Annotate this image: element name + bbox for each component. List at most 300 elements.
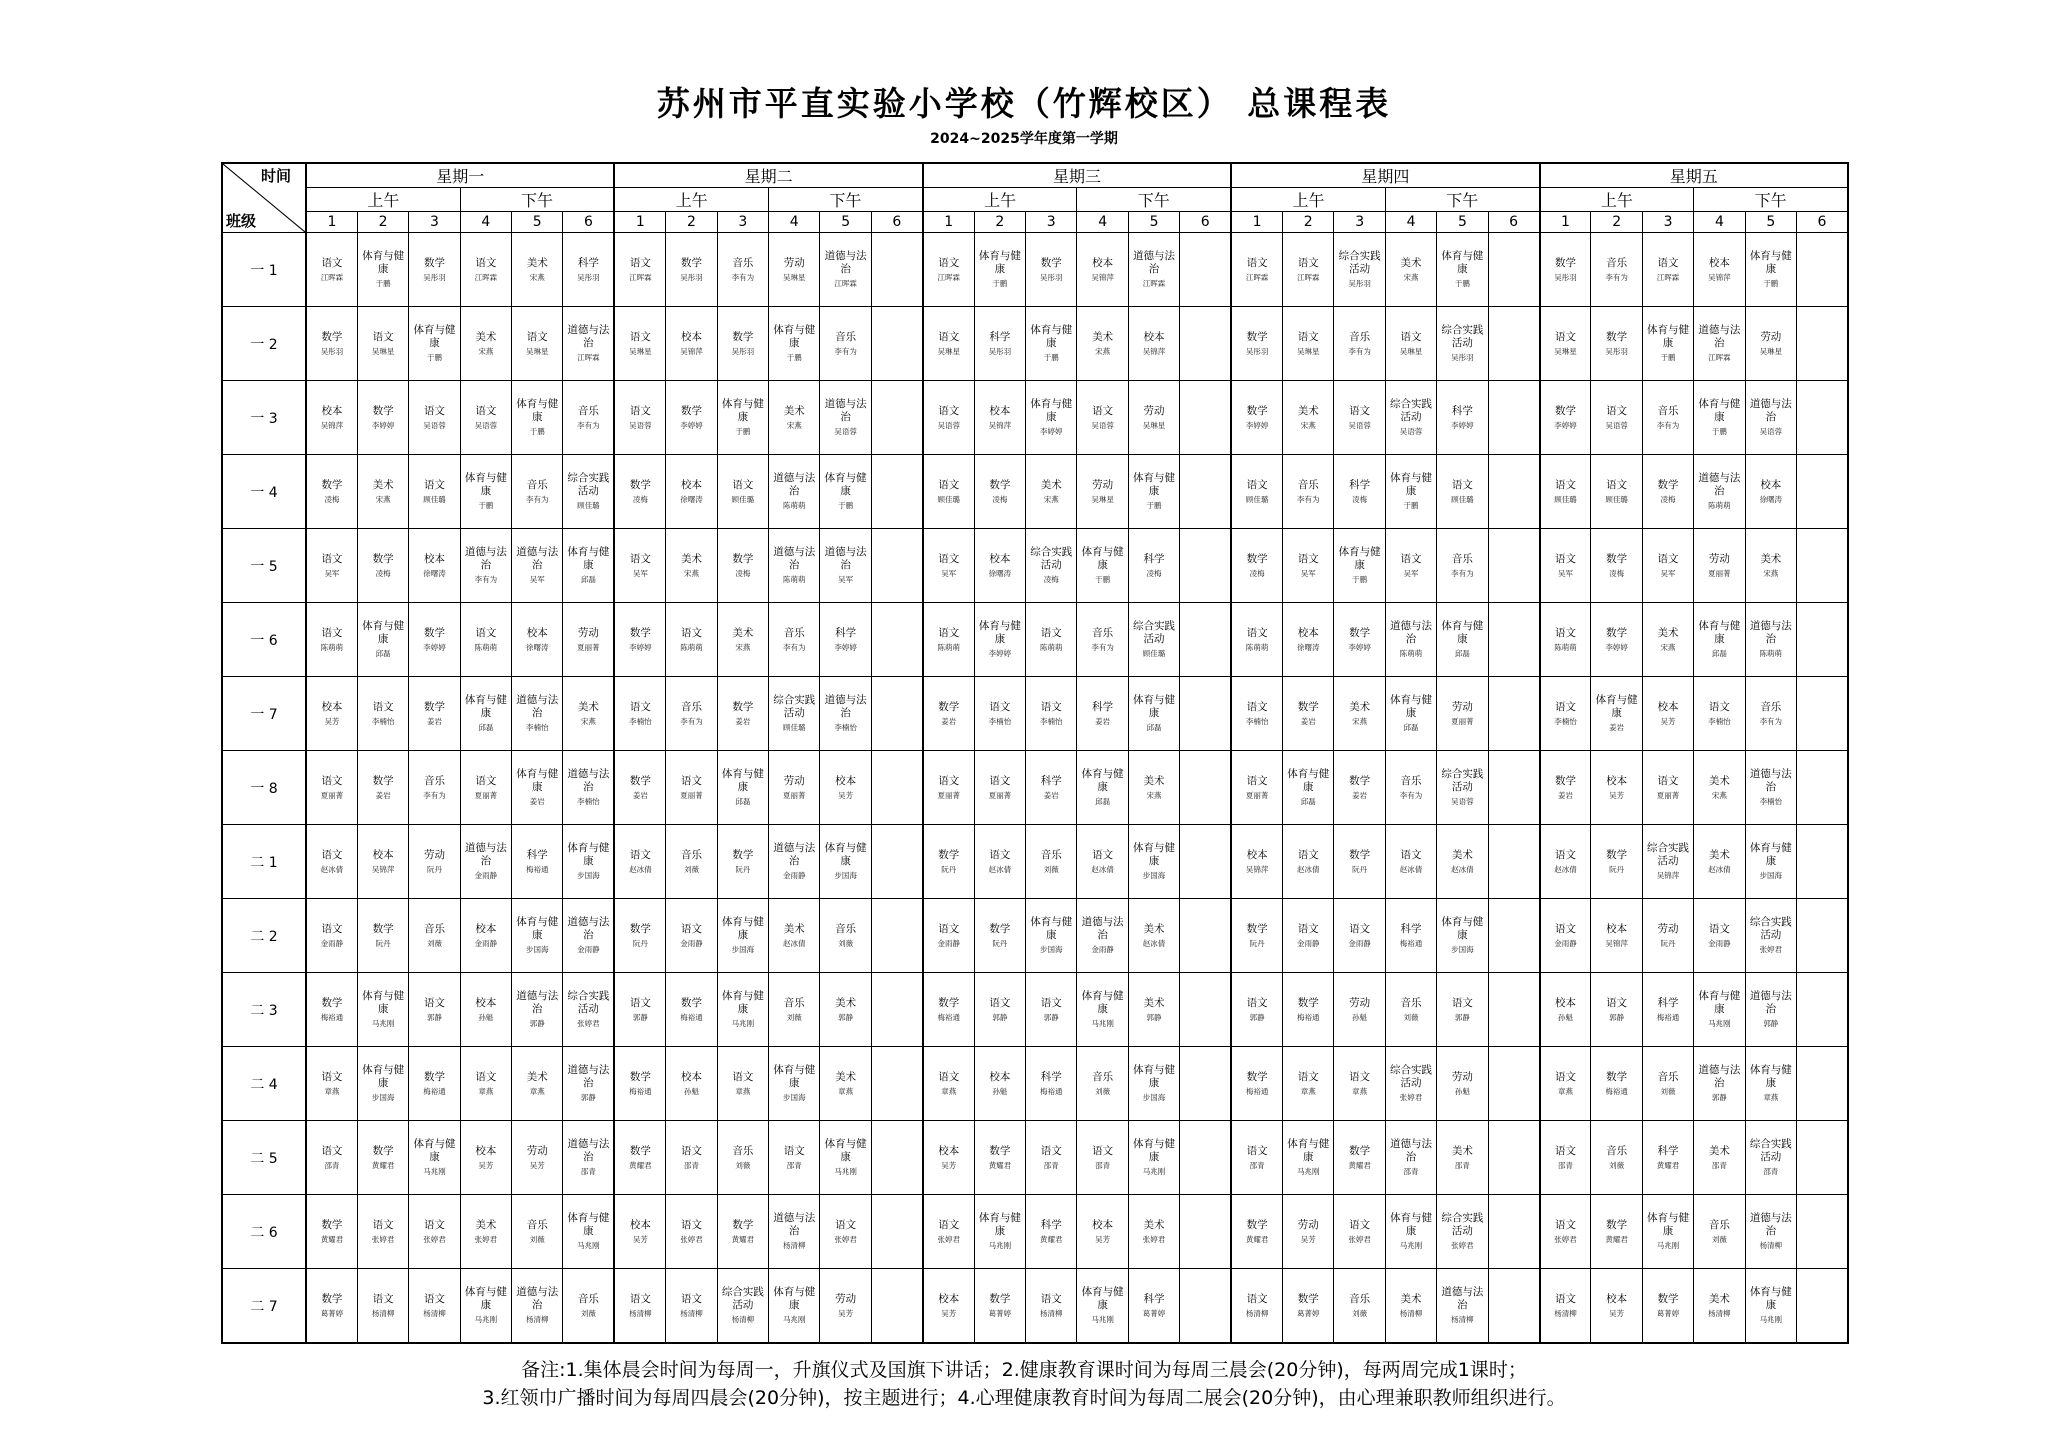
teacher-name: 李楠怡 [1708, 716, 1731, 726]
schedule-cell [1488, 233, 1539, 307]
subject-name: 数学 [732, 1218, 754, 1231]
schedule-cell [1591, 603, 1642, 677]
teacher-name: 黄耀君 [371, 1160, 395, 1170]
subject-name: 语文 [1246, 700, 1268, 713]
class-label: 一 7 [222, 677, 306, 751]
subject-name: 数学 [1657, 1292, 1679, 1305]
schedule-cell [1540, 677, 1591, 751]
teacher-name: 李楠怡 [1040, 716, 1063, 726]
schedule-cell [871, 1047, 922, 1121]
teacher-name: 梅裕通 [1040, 1086, 1063, 1096]
subject-name: 数学 [321, 478, 343, 491]
schedule-cell [563, 307, 614, 381]
schedule-cell [409, 677, 460, 751]
schedule-cell [1385, 529, 1436, 603]
subject-name: 科学 [1040, 1070, 1062, 1083]
teacher-name: 吴芳 [324, 716, 340, 726]
schedule-cell [666, 233, 717, 307]
teacher-name: 赵冰倩 [1297, 864, 1320, 874]
teacher-name: 黄耀君 [629, 1160, 652, 1170]
teacher-name: 阮丹 [426, 864, 442, 874]
teacher-name: 李婷婷 [423, 642, 446, 652]
teacher-name: 张婷君 [577, 1019, 600, 1028]
subject-name: 体育与健康 [1390, 472, 1433, 497]
subject-name: 道德与法治 [1749, 620, 1792, 645]
subject-name: 音乐 [835, 922, 857, 935]
teacher-name: 江晖霖 [474, 272, 498, 282]
schedule-cell [563, 899, 614, 973]
subject-name: 语文 [1246, 996, 1268, 1009]
schedule-cell [357, 529, 408, 603]
schedule-cell [1591, 1195, 1642, 1269]
teacher-name: 吴芳 [941, 1308, 957, 1318]
schedule-cell [1797, 233, 1848, 307]
teacher-name: 张婷君 [371, 1234, 395, 1244]
teacher-name: 陈萌萌 [680, 642, 703, 652]
schedule-cell [1642, 307, 1693, 381]
subject-name: 语文 [1555, 922, 1576, 935]
teacher-name: 李有为 [577, 420, 600, 430]
subject-name: 语文 [938, 404, 960, 417]
schedule-cell [769, 381, 820, 455]
schedule-cell [409, 455, 460, 529]
schedule-cell [1231, 455, 1282, 529]
teacher-name: 吴语蓉 [1348, 420, 1371, 430]
teacher-name: 江晖霖 [629, 272, 652, 282]
teacher-name: 吴军 [1300, 568, 1316, 578]
schedule-cell [1797, 1047, 1848, 1121]
subject-name: 科学 [1143, 1292, 1165, 1305]
teacher-name: 赵冰倩 [1554, 864, 1577, 874]
schedule-cell [1026, 603, 1077, 677]
teacher-name: 孙魁 [1352, 1012, 1368, 1022]
subject-name: 体育与健康 [1698, 990, 1741, 1015]
schedule-cell [1128, 307, 1179, 381]
subject-name: 语文 [1657, 256, 1679, 269]
subject-name: 语文 [321, 922, 343, 935]
teacher-name: 徐曙涛 [1759, 494, 1783, 504]
class-label: 一 1 [222, 233, 306, 307]
teacher-name: 李婷婷 [1040, 427, 1063, 436]
schedule-cell [923, 1269, 974, 1344]
teacher-name: 邵青 [1403, 1167, 1419, 1176]
schedule-cell [1283, 1269, 1334, 1344]
schedule-cell [409, 1269, 460, 1344]
subject-name: 语文 [1092, 404, 1114, 417]
teacher-name: 凌梅 [375, 568, 391, 578]
subject-name: 数学 [372, 774, 394, 787]
subject-name: 语文 [680, 922, 702, 935]
teacher-name: 步国海 [1040, 945, 1063, 954]
schedule-cell [923, 973, 974, 1047]
teacher-name: 孙魁 [1558, 1012, 1573, 1022]
subject-name: 体育与健康 [978, 1212, 1021, 1237]
schedule-cell [1745, 381, 1796, 455]
corner-header [222, 163, 306, 233]
subject-name: 数学 [423, 1070, 445, 1083]
header-halfday-row [222, 188, 1848, 212]
teacher-name: 步国海 [834, 871, 857, 880]
subject-name: 语文 [1246, 478, 1268, 491]
subject-name: 体育与健康 [1749, 1286, 1792, 1311]
teacher-name: 赵冰倩 [1708, 864, 1731, 874]
schedule-cell [614, 1121, 665, 1195]
subject-name: 美术 [1349, 700, 1371, 713]
teacher-name: 葛菁婷 [320, 1308, 344, 1318]
teacher-name: 江晖霖 [1708, 353, 1731, 362]
period-number: 2 [1591, 212, 1642, 233]
teacher-name: 吴琳星 [1297, 346, 1320, 356]
schedule-cell [563, 381, 614, 455]
schedule-cell [1540, 973, 1591, 1047]
subject-name: 道德与法治 [773, 472, 816, 497]
subject-name: 数学 [372, 1144, 394, 1157]
subject-name: 体育与健康 [978, 620, 1021, 645]
schedule-cell [1180, 455, 1231, 529]
teacher-name: 邵青 [1043, 1160, 1059, 1170]
period-number: 4 [1077, 212, 1128, 233]
subject-name: 音乐 [1606, 256, 1628, 269]
teacher-name: 梅裕通 [1245, 1086, 1269, 1096]
schedule-cell [1026, 307, 1077, 381]
class-label: 二 3 [222, 973, 306, 1047]
schedule-cell [1797, 677, 1848, 751]
subject-name: 数学 [1555, 256, 1576, 269]
teacher-name: 黄耀君 [1605, 1234, 1628, 1244]
subject-name: 语文 [1092, 848, 1114, 861]
schedule-cell [974, 1121, 1025, 1195]
schedule-cell [409, 381, 460, 455]
schedule-cell [306, 455, 357, 529]
schedule-cell [1694, 1195, 1745, 1269]
subject-name: 语文 [1246, 626, 1268, 639]
subject-name: 体育与健康 [773, 1064, 816, 1089]
teacher-name: 李楠怡 [371, 716, 395, 726]
subject-name: 美术 [1708, 848, 1730, 861]
subject-name: 语文 [629, 848, 651, 861]
subject-name: 道德与法治 [567, 768, 610, 793]
schedule-cell [871, 381, 922, 455]
subject-name: 数学 [321, 1292, 343, 1305]
schedule-cell [1077, 677, 1128, 751]
teacher-name: 于鹏 [1043, 353, 1059, 362]
period-number: 5 [1437, 212, 1488, 233]
schedule-cell [1128, 751, 1179, 825]
subject-name: 科学 [989, 330, 1011, 343]
subject-name: 语文 [680, 1218, 702, 1231]
schedule-cell [563, 1121, 614, 1195]
schedule-cell [1334, 899, 1385, 973]
schedule-cell [1642, 677, 1693, 751]
subject-name: 音乐 [732, 256, 754, 269]
period-number: 1 [923, 212, 974, 233]
schedule-cell [1488, 677, 1539, 751]
schedule-cell [871, 603, 922, 677]
subject-name: 数学 [1349, 1144, 1371, 1157]
subject-name: 数学 [1040, 256, 1062, 269]
subject-name: 美术 [1143, 774, 1165, 787]
subject-name: 音乐 [1606, 1144, 1628, 1157]
teacher-name: 李楠怡 [988, 716, 1012, 726]
teacher-name: 宋燕 [1146, 790, 1162, 800]
subject-name: 语文 [989, 700, 1011, 713]
subject-name: 体育与健康 [1081, 1286, 1124, 1311]
teacher-name: 吴琳星 [371, 346, 395, 356]
schedule-cell [460, 825, 511, 899]
subject-name: 数学 [732, 330, 754, 343]
teacher-name: 李婷婷 [629, 642, 652, 652]
teacher-name: 梅裕通 [320, 1012, 344, 1022]
schedule-cell [460, 233, 511, 307]
subject-name: 校本 [680, 478, 702, 491]
teacher-name: 章燕 [735, 1086, 751, 1096]
schedule-cell [1745, 1269, 1796, 1344]
subject-name: 道德与法治 [516, 990, 559, 1015]
subject-name: 数学 [1606, 848, 1628, 861]
teacher-name: 宋燕 [1403, 272, 1419, 282]
subject-name: 校本 [989, 404, 1011, 417]
subject-name: 道德与法治 [1698, 472, 1741, 497]
subject-name: 语文 [475, 774, 497, 787]
schedule-cell [1334, 1047, 1385, 1121]
subject-name: 语文 [680, 774, 702, 787]
schedule-cell [1642, 751, 1693, 825]
schedule-cell [1026, 233, 1077, 307]
teacher-name: 孙魁 [478, 1012, 494, 1022]
schedule-cell [460, 307, 511, 381]
schedule-cell [666, 825, 717, 899]
subject-name: 体育与健康 [721, 990, 764, 1015]
subject-name: 语文 [321, 256, 343, 269]
subject-name: 音乐 [680, 700, 702, 713]
subject-name: 道德与法治 [567, 1138, 610, 1163]
subject-name: 美术 [1143, 1218, 1165, 1231]
subject-name: 美术 [783, 404, 805, 417]
schedule-cell [460, 751, 511, 825]
schedule-cell [614, 825, 665, 899]
teacher-name: 邵青 [786, 1160, 802, 1170]
schedule-cell [820, 603, 871, 677]
schedule-cell [512, 455, 563, 529]
schedule-cell [563, 751, 614, 825]
subject-name: 语文 [1400, 552, 1422, 565]
subject-name: 语文 [732, 478, 754, 491]
teacher-name: 李有为 [680, 716, 703, 726]
schedule-cell [1745, 233, 1796, 307]
subject-name: 美术 [1143, 996, 1165, 1009]
teacher-name: 吴芳 [838, 790, 854, 800]
subject-name: 体育与健康 [824, 472, 867, 497]
schedule-cell [820, 455, 871, 529]
subject-name: 美术 [1092, 330, 1114, 343]
schedule-cell [357, 307, 408, 381]
teacher-name: 孙魁 [992, 1086, 1008, 1096]
table-row [222, 751, 1848, 825]
schedule-cell [1026, 381, 1077, 455]
teacher-name: 夏丽菁 [988, 790, 1012, 800]
teacher-name: 宋燕 [478, 346, 494, 356]
subject-name: 体育与健康 [1081, 546, 1124, 571]
teacher-name: 刘薇 [1711, 1234, 1727, 1244]
subject-name: 语文 [680, 1144, 702, 1157]
schedule-cell [1540, 1047, 1591, 1121]
subject-name: 体育与健康 [1081, 768, 1124, 793]
subject-name: 校本 [1708, 256, 1730, 269]
schedule-cell [1026, 1047, 1077, 1121]
subject-name: 数学 [1606, 1070, 1628, 1083]
schedule-cell [974, 751, 1025, 825]
subject-name: 美术 [526, 1070, 548, 1083]
schedule-cell [563, 1195, 614, 1269]
teacher-name: 姜岩 [1352, 790, 1368, 800]
teacher-name: 陈萌萌 [474, 642, 498, 652]
schedule-cell [512, 233, 563, 307]
subject-name: 语文 [1451, 478, 1473, 491]
subject-name: 体育与健康 [1647, 324, 1690, 349]
teacher-name: 宋燕 [1300, 420, 1316, 430]
period-number: 5 [820, 212, 871, 233]
teacher-name: 姜岩 [1300, 716, 1316, 726]
teacher-name: 赵冰倩 [1451, 864, 1474, 874]
schedule-cell [1180, 529, 1231, 603]
teacher-name: 凌梅 [1660, 494, 1676, 504]
teacher-name: 吴彤羽 [423, 272, 446, 282]
schedule-cell [614, 677, 665, 751]
subject-name: 综合实践活动 [567, 990, 610, 1015]
schedule-cell [460, 899, 511, 973]
teacher-name: 顾佳璐 [1554, 494, 1577, 504]
schedule-cell [1745, 1195, 1796, 1269]
schedule-cell [1745, 1121, 1796, 1195]
schedule-cell [460, 381, 511, 455]
schedule-cell [1694, 1121, 1745, 1195]
subject-name: 数学 [1657, 478, 1679, 491]
subject-name: 音乐 [1349, 1292, 1371, 1305]
schedule-cell [1334, 1121, 1385, 1195]
teacher-name: 邱磊 [1711, 649, 1727, 658]
subject-name: 语文 [1657, 552, 1679, 565]
subject-name: 科学 [1400, 922, 1422, 935]
schedule-cell [1026, 1195, 1077, 1269]
teacher-name: 吴芳 [478, 1160, 494, 1170]
teacher-name: 吴锦萍 [988, 420, 1012, 430]
teacher-name: 宋燕 [1352, 716, 1368, 726]
schedule-cell [1077, 1121, 1128, 1195]
teacher-name: 夏丽菁 [320, 790, 344, 800]
period-number: 2 [1283, 212, 1334, 233]
subject-name: 语文 [938, 478, 960, 491]
subject-name: 语文 [1246, 1292, 1268, 1305]
subject-name: 道德与法治 [1749, 990, 1792, 1015]
teacher-name: 张婷君 [423, 1234, 446, 1244]
teacher-name: 于鹏 [1095, 575, 1111, 584]
schedule-cell [409, 751, 460, 825]
schedule-cell [614, 381, 665, 455]
schedule-cell [974, 973, 1025, 1047]
teacher-name: 黄耀君 [1040, 1234, 1063, 1244]
table-row [222, 307, 1848, 381]
teacher-name: 吴语蓉 [834, 427, 857, 436]
class-label: 一 4 [222, 455, 306, 529]
schedule-cell [563, 825, 614, 899]
schedule-cell [1385, 307, 1436, 381]
table-row [222, 603, 1848, 677]
teacher-name: 张婷君 [680, 1234, 703, 1244]
subject-name: 语文 [1657, 774, 1679, 787]
teacher-name: 吴琳星 [1142, 420, 1166, 430]
subject-name: 道德与法治 [1698, 324, 1741, 349]
schedule-cell [974, 1195, 1025, 1269]
teacher-name: 吴芳 [1609, 790, 1625, 800]
teacher-name: 马兆刚 [1091, 1019, 1114, 1028]
subject-name: 语文 [423, 1292, 445, 1305]
subject-name: 语文 [526, 330, 548, 343]
teacher-name: 郭静 [529, 1019, 545, 1028]
teacher-name: 赵冰倩 [629, 864, 652, 874]
subject-name: 体育与健康 [516, 916, 559, 941]
schedule-cell [460, 603, 511, 677]
schedule-cell [1283, 1121, 1334, 1195]
schedule-cell [409, 825, 460, 899]
teacher-name: 步国海 [577, 871, 600, 880]
schedule-cell [1283, 677, 1334, 751]
teacher-name: 赵冰倩 [988, 864, 1012, 874]
teacher-name: 李有为 [1451, 568, 1474, 578]
schedule-cell [923, 529, 974, 603]
subject-name: 校本 [680, 1070, 702, 1083]
schedule-cell [769, 1195, 820, 1269]
schedule-cell [1283, 233, 1334, 307]
schedule-cell [1797, 529, 1848, 603]
schedule-cell [1745, 603, 1796, 677]
schedule-cell [871, 825, 922, 899]
teacher-name: 吴语蓉 [1451, 797, 1474, 806]
schedule-cell [871, 899, 922, 973]
subject-name: 道德与法治 [464, 546, 507, 571]
teacher-name: 李婷婷 [680, 420, 703, 430]
schedule-cell [1591, 899, 1642, 973]
schedule-cell [1231, 233, 1282, 307]
class-label: 二 5 [222, 1121, 306, 1195]
schedule-cell [306, 1269, 357, 1344]
subject-name: 校本 [1297, 626, 1319, 639]
schedule-cell [1077, 825, 1128, 899]
subject-name: 综合实践活动 [1390, 1064, 1433, 1089]
teacher-name: 步国海 [526, 945, 549, 954]
schedule-cell [1694, 973, 1745, 1047]
schedule-cell [1694, 307, 1745, 381]
teacher-name: 邵青 [1454, 1160, 1470, 1170]
schedule-cell [1694, 825, 1745, 899]
teacher-name: 马兆刚 [731, 1019, 755, 1028]
subject-name: 语文 [372, 330, 394, 343]
teacher-name: 金雨静 [577, 945, 600, 954]
schedule-cell [1283, 1195, 1334, 1269]
subject-name: 体育与健康 [721, 916, 764, 941]
schedule-cell [1745, 825, 1796, 899]
teacher-name: 吴锦萍 [1605, 938, 1628, 948]
subject-name: 体育与健康 [1698, 620, 1741, 645]
subject-name: 道德与法治 [1133, 250, 1176, 275]
schedule-cell [666, 1121, 717, 1195]
teacher-name: 李婷婷 [1605, 642, 1628, 652]
subject-name: 数学 [680, 996, 702, 1009]
schedule-cell [1745, 455, 1796, 529]
schedule-cell [974, 381, 1025, 455]
subject-name: 体育与健康 [516, 398, 559, 423]
teacher-name: 李有为 [1091, 642, 1114, 652]
subject-name: 语文 [938, 922, 960, 935]
